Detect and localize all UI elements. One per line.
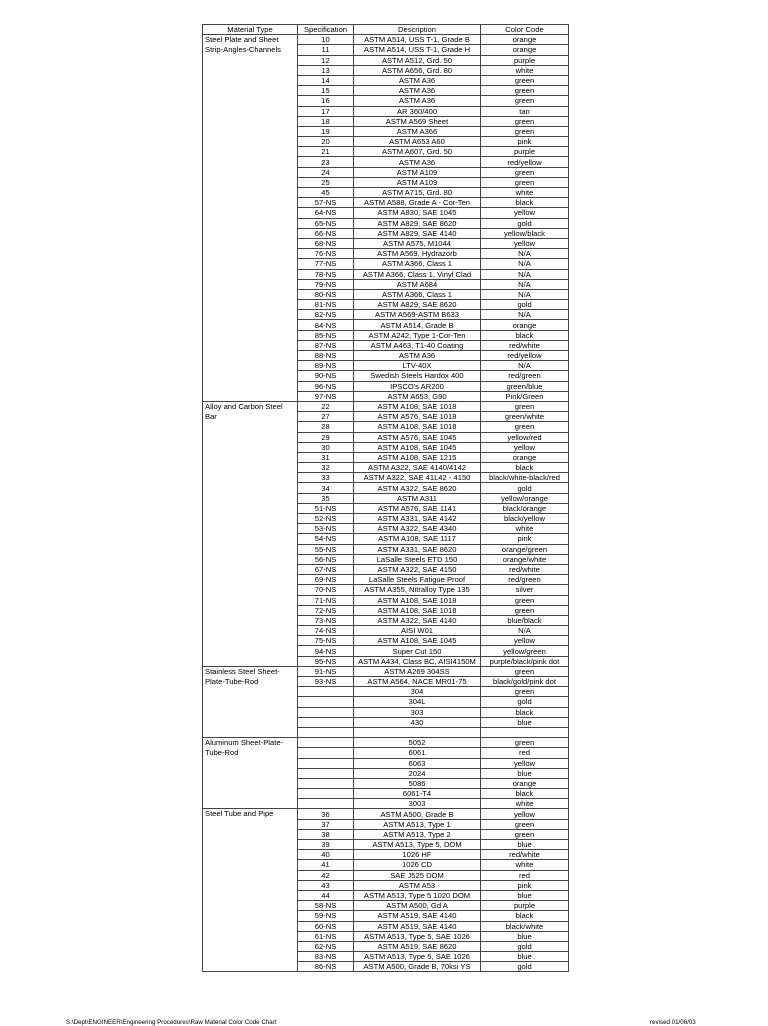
specification-cell: 58-NS [298, 901, 354, 911]
color-code-cell: blue [481, 931, 569, 941]
color-code-cell: green [481, 666, 569, 676]
color-code-cell: black/yellow [481, 514, 569, 524]
color-code-cell: black/orange [481, 503, 569, 513]
specification-cell: 94-NS [298, 646, 354, 656]
specification-cell: 65-NS [298, 218, 354, 228]
specification-cell: 71-NS [298, 595, 354, 605]
specification-cell [298, 697, 354, 707]
description-cell: 304 [354, 687, 481, 697]
description-cell: ASTM A829, SAE 8620 [354, 218, 481, 228]
specification-cell: 33 [298, 473, 354, 483]
description-cell: ASTM A108, SAE 1018 [354, 401, 481, 411]
description-cell: ASTM A322, SAE 4150 [354, 564, 481, 574]
specification-cell: 21 [298, 147, 354, 157]
table-body [203, 35, 569, 972]
description-cell: ASTM A576, SAE 1018 [354, 412, 481, 422]
description-cell: ASTM A607, Grd. 50 [354, 147, 481, 157]
color-code-cell: N/A [481, 269, 569, 279]
color-code-cell: green [481, 422, 569, 432]
specification-cell: 53-NS [298, 524, 354, 534]
specification-cell: 23 [298, 157, 354, 167]
specification-cell: 41 [298, 860, 354, 870]
color-code-cell: pink [481, 880, 569, 890]
color-code-cell: purple [481, 901, 569, 911]
description-cell: 6063 [354, 758, 481, 768]
color-code-cell: silver [481, 585, 569, 595]
color-code-cell: yellow [481, 208, 569, 218]
specification-cell: 88-NS [298, 351, 354, 361]
specification-cell [298, 687, 354, 697]
color-code-cell: yellow/red [481, 432, 569, 442]
specification-cell: 86-NS [298, 962, 354, 972]
description-cell: ASTM A830, SAE 1045 [354, 208, 481, 218]
color-code-header: Color Code [481, 25, 569, 35]
specification-cell: 36 [298, 809, 354, 819]
description-cell: ASTM A569 Sheet [354, 116, 481, 126]
footer-file-path: S:\Dept\ENGINEER\Engineering Procedures\Raw Material Color Code Chart [66, 1019, 277, 1026]
color-code-cell: red [481, 748, 569, 758]
specification-cell [298, 778, 354, 788]
color-code-cell: yellow/black [481, 228, 569, 238]
specification-cell: 73-NS [298, 615, 354, 625]
specification-cell: 29 [298, 432, 354, 442]
description-cell: AR 360/400 [354, 106, 481, 116]
description-cell: ASTM A514, Grade B [354, 320, 481, 330]
description-cell: ASTM A513, Type 2 [354, 829, 481, 839]
specification-cell: 54-NS [298, 534, 354, 544]
color-code-cell: green [481, 75, 569, 85]
description-cell: ASTM A108, SAE 1018 [354, 595, 481, 605]
color-code-cell: orange [481, 35, 569, 45]
color-code-cell: white [481, 188, 569, 198]
color-code-cell: N/A [481, 249, 569, 259]
specification-cell: 37 [298, 819, 354, 829]
color-code-cell: black [481, 707, 569, 717]
description-cell: ASTM A588, Grade A - Cor-Ten [354, 198, 481, 208]
material-type-header: Material Type [203, 25, 298, 35]
specification-cell: 15 [298, 86, 354, 96]
color-code-cell: yellow [481, 758, 569, 768]
specification-cell: 87-NS [298, 340, 354, 350]
color-code-cell: gold [481, 300, 569, 310]
specification-cell: 12 [298, 55, 354, 65]
description-cell: ASTM A434, Class BC, AISI4150M [354, 656, 481, 666]
specification-cell [298, 707, 354, 717]
specification-cell: 61-NS [298, 931, 354, 941]
specification-cell: 80-NS [298, 289, 354, 299]
color-code-cell: green [481, 96, 569, 106]
specification-cell: 44 [298, 890, 354, 900]
description-cell: ASTM A322, SAE 4140/4142 [354, 463, 481, 473]
description-cell: ASTM A36 [354, 75, 481, 85]
description-cell: 2024 [354, 768, 481, 778]
specification-cell: 64-NS [298, 208, 354, 218]
color-code-cell: N/A [481, 289, 569, 299]
description-cell: ASTM A463, T1-40 Coating [354, 340, 481, 350]
specification-cell [298, 748, 354, 758]
description-cell: ASTM A500, Grade B [354, 809, 481, 819]
specification-cell [298, 789, 354, 799]
description-cell: ASTM A513, Type 5, DOM [354, 840, 481, 850]
specification-cell: 17 [298, 106, 354, 116]
description-cell: ASTM A322, SAE 4140 [354, 615, 481, 625]
description-cell: Super Cut 150 [354, 646, 481, 656]
description-cell: ASTM A36 [354, 96, 481, 106]
specification-cell: 76-NS [298, 249, 354, 259]
color-code-cell: green [481, 829, 569, 839]
color-code-cell: green [481, 167, 569, 177]
specification-cell: 81-NS [298, 300, 354, 310]
description-cell: ASTM A109 [354, 167, 481, 177]
description-cell: ASTM A576, SAE 1045 [354, 432, 481, 442]
color-code-cell: N/A [481, 626, 569, 636]
specification-cell [298, 768, 354, 778]
color-code-cell: Pink/Green [481, 391, 569, 401]
description-cell: ASTM A653, G90 [354, 391, 481, 401]
specification-cell: 24 [298, 167, 354, 177]
color-code-cell: N/A [481, 310, 569, 320]
specification-cell: 35 [298, 493, 354, 503]
description-cell: 1026 CD [354, 860, 481, 870]
description-cell: ASTM A322, SAE 41L42 - 4150 [354, 473, 481, 483]
table-row [203, 666, 569, 676]
description-cell: 303 [354, 707, 481, 717]
specification-cell: 97-NS [298, 391, 354, 401]
specification-cell: 25 [298, 177, 354, 187]
table-row [203, 401, 569, 411]
color-code-cell [481, 727, 569, 737]
description-cell: ASTM A322, SAE 4340 [354, 524, 481, 534]
description-cell [354, 727, 481, 737]
color-code-cell: white [481, 799, 569, 809]
specification-cell: 18 [298, 116, 354, 126]
color-code-cell: red/green [481, 371, 569, 381]
description-cell: ASTM A366, Class 1, Vinyl Clad [354, 269, 481, 279]
specification-cell: 42 [298, 870, 354, 880]
specification-cell: 14 [298, 75, 354, 85]
specification-cell: 70-NS [298, 585, 354, 595]
color-code-cell: green [481, 595, 569, 605]
description-cell: 6061 [354, 748, 481, 758]
specification-cell: 68-NS [298, 238, 354, 248]
description-cell: 6061-T4 [354, 789, 481, 799]
specification-cell: 59-NS [298, 911, 354, 921]
description-cell: IPSCO's AR200 [354, 381, 481, 391]
table-row [203, 738, 569, 748]
specification-cell: 19 [298, 126, 354, 136]
table-row [203, 35, 569, 45]
color-code-cell: N/A [481, 361, 569, 371]
specification-cell: 30 [298, 442, 354, 452]
color-code-cell: pink [481, 137, 569, 147]
specification-cell: 77-NS [298, 259, 354, 269]
color-code-cell: green [481, 819, 569, 829]
color-code-cell: orange [481, 320, 569, 330]
color-code-cell: black [481, 789, 569, 799]
description-cell: Swedish Steels Hardox 400 [354, 371, 481, 381]
color-code-cell: gold [481, 697, 569, 707]
description-cell: ASTM A513, Type 5, SAE 1026 [354, 931, 481, 941]
specification-cell: 74-NS [298, 626, 354, 636]
specification-cell: 82-NS [298, 310, 354, 320]
specification-cell: 43 [298, 880, 354, 890]
specification-cell: 95-NS [298, 656, 354, 666]
specification-cell: 62-NS [298, 941, 354, 951]
specification-cell [298, 758, 354, 768]
color-code-cell: gold [481, 941, 569, 951]
description-cell: ASTM A575, M1044 [354, 238, 481, 248]
specification-cell: 31 [298, 452, 354, 462]
description-cell: 304L [354, 697, 481, 707]
color-code-cell: purple [481, 147, 569, 157]
description-cell: ASTM A242, Type 1-Cor-Ten [354, 330, 481, 340]
description-cell: ASTM A331, SAE 4142 [354, 514, 481, 524]
footer-revised-date: revised 01/06/03 [650, 1019, 696, 1026]
color-code-cell: green [481, 605, 569, 615]
specification-cell: 60-NS [298, 921, 354, 931]
specification-cell [298, 799, 354, 809]
color-code-cell: black [481, 330, 569, 340]
specification-cell: 67-NS [298, 564, 354, 574]
specification-cell: 10 [298, 35, 354, 45]
color-code-cell: yellow [481, 809, 569, 819]
description-cell: AISI W01 [354, 626, 481, 636]
color-code-cell: blue [481, 840, 569, 850]
description-cell: ASTM A829, SAE 8620 [354, 300, 481, 310]
description-cell: ASTM A108, SAE 1045 [354, 442, 481, 452]
color-code-cell: red/white [481, 340, 569, 350]
description-cell: ASTM A108, SAE 1018 [354, 605, 481, 615]
description-cell: ASTM A513, Type 5 1020 DOM [354, 890, 481, 900]
description-cell: ASTM A513, Type 5, SAE 1026 [354, 952, 481, 962]
specification-cell: 84-NS [298, 320, 354, 330]
color-code-cell: orange/green [481, 544, 569, 554]
description-cell: ASTM A569-ASTM B633 [354, 310, 481, 320]
color-code-cell: white [481, 860, 569, 870]
description-cell: ASTM A513, Type 1 [354, 819, 481, 829]
color-code-cell: red/white [481, 850, 569, 860]
color-code-cell: black [481, 911, 569, 921]
specification-cell: 51-NS [298, 503, 354, 513]
description-cell: ASTM A514, USS T-1, Grade B [354, 35, 481, 45]
description-cell: LaSalle Steels Fatigue Proof [354, 575, 481, 585]
description-cell: ASTM A36 [354, 157, 481, 167]
color-code-cell: blue [481, 890, 569, 900]
color-code-cell: white [481, 524, 569, 534]
color-code-cell: orange [481, 778, 569, 788]
color-code-cell: green [481, 116, 569, 126]
specification-cell: 52-NS [298, 514, 354, 524]
specification-cell: 90-NS [298, 371, 354, 381]
description-cell: ASTM A514, USS T-1, Grade H [354, 45, 481, 55]
description-cell: 5086 [354, 778, 481, 788]
specification-cell: 75-NS [298, 636, 354, 646]
specification-cell: 20 [298, 137, 354, 147]
color-code-cell: blue [481, 717, 569, 727]
description-cell: ASTM A564, NACE MR01-75 [354, 677, 481, 687]
description-cell: 430 [354, 717, 481, 727]
color-code-cell: N/A [481, 279, 569, 289]
description-cell: ASTM A500, Grade B, 70ksi YS [354, 962, 481, 972]
specification-cell: 89-NS [298, 361, 354, 371]
color-code-cell: N/A [481, 259, 569, 269]
description-cell: ASTM A108, SAE 1117 [354, 534, 481, 544]
description-cell: ASTM A653 A60 [354, 137, 481, 147]
color-code-cell: red [481, 870, 569, 880]
description-cell: ASTM A656, Grd. 80 [354, 65, 481, 75]
description-cell: ASTM A576, SAE 1141 [354, 503, 481, 513]
specification-cell: 79-NS [298, 279, 354, 289]
color-code-cell: red/yellow [481, 157, 569, 167]
specification-cell: 78-NS [298, 269, 354, 279]
color-code-cell: tan [481, 106, 569, 116]
description-cell: ASTM A53 [354, 880, 481, 890]
color-code-cell: orange [481, 452, 569, 462]
color-code-cell: orange [481, 45, 569, 55]
description-cell: ASTM A519, SAE 8620 [354, 941, 481, 951]
color-code-cell: red/green [481, 575, 569, 585]
specification-cell: 40 [298, 850, 354, 860]
color-code-cell: red/yellow [481, 351, 569, 361]
description-cell: LTV-40X [354, 361, 481, 371]
description-cell: ASTM A108, SAE 1018 [354, 422, 481, 432]
description-cell: ASTM A366 [354, 126, 481, 136]
specification-cell: 96-NS [298, 381, 354, 391]
description-cell: ASTM A355, Nitralloy Type 135 [354, 585, 481, 595]
color-code-cell: black [481, 198, 569, 208]
description-cell: ASTM A366, Class 1 [354, 289, 481, 299]
description-header: Description [354, 25, 481, 35]
specification-cell: 85-NS [298, 330, 354, 340]
description-cell: ASTM A322, SAE 8620 [354, 483, 481, 493]
color-code-cell: yellow/green [481, 646, 569, 656]
specification-cell: 55-NS [298, 544, 354, 554]
color-code-cell: purple/black/pink dot [481, 656, 569, 666]
description-cell: 5052 [354, 738, 481, 748]
specification-cell: 93-NS [298, 677, 354, 687]
description-cell: ASTM A108, SAE 1215 [354, 452, 481, 462]
color-code-cell: green [481, 86, 569, 96]
color-code-cell: blue [481, 952, 569, 962]
description-cell: ASTM A311 [354, 493, 481, 503]
material-type-cell: Steel Tube and Pipe [203, 809, 298, 972]
specification-cell [298, 727, 354, 737]
description-cell: ASTM A715, Grd. 80 [354, 188, 481, 198]
color-code-cell: gold [481, 218, 569, 228]
description-cell: ASTM A519, SAE 4140 [354, 911, 481, 921]
specification-cell: 13 [298, 65, 354, 75]
description-cell: ASTM A829, SAE 4140 [354, 228, 481, 238]
description-cell: 3003 [354, 799, 481, 809]
description-cell: ASTM A366, Class 1 [354, 259, 481, 269]
color-code-cell: green/blue [481, 381, 569, 391]
description-cell: ASTM A269 304SS [354, 666, 481, 676]
specification-cell: 22 [298, 401, 354, 411]
specification-cell: 45 [298, 188, 354, 198]
color-code-cell: black/white-black/red [481, 473, 569, 483]
color-code-cell: purple [481, 55, 569, 65]
material-type-cell: Stainless Steel Sheet-Plate-Tube-Rod [203, 666, 298, 737]
color-code-cell: green [481, 126, 569, 136]
specification-cell: 91-NS [298, 666, 354, 676]
color-code-cell: red/white [481, 564, 569, 574]
color-code-cell: black/gold/pink dot [481, 677, 569, 687]
description-cell: SAE J525 DOM [354, 870, 481, 880]
color-code-cell: yellow [481, 442, 569, 452]
description-cell: ASTM A108, SAE 1045 [354, 636, 481, 646]
color-code-cell: green/white [481, 412, 569, 422]
description-cell: ASTM A684 [354, 279, 481, 289]
specification-header: Specification [298, 25, 354, 35]
specification-cell: 16 [298, 96, 354, 106]
header-row [203, 25, 569, 35]
color-code-cell: green [481, 687, 569, 697]
color-code-cell: green [481, 177, 569, 187]
color-code-cell: yellow [481, 636, 569, 646]
color-code-cell: blue/black [481, 615, 569, 625]
description-cell: ASTM A512, Grd. 50 [354, 55, 481, 65]
description-cell: ASTM A36 [354, 86, 481, 96]
specification-cell: 69-NS [298, 575, 354, 585]
color-code-cell: yellow [481, 238, 569, 248]
color-code-cell: orange/white [481, 554, 569, 564]
description-cell: ASTM A36 [354, 351, 481, 361]
color-code-cell: yellow/orange [481, 493, 569, 503]
color-code-table [202, 24, 569, 972]
description-cell: ASTM A519, SAE 4140 [354, 921, 481, 931]
color-code-cell: green [481, 738, 569, 748]
material-type-cell: Alloy and Carbon Steel Bar [203, 401, 298, 666]
color-code-cell: black/white [481, 921, 569, 931]
specification-cell: 28 [298, 422, 354, 432]
specification-cell: 72-NS [298, 605, 354, 615]
specification-cell [298, 738, 354, 748]
description-cell: ASTM A109 [354, 177, 481, 187]
color-code-cell: white [481, 65, 569, 75]
color-code-cell: blue [481, 768, 569, 778]
description-cell: ASTM A569, Hydrazorb [354, 249, 481, 259]
specification-cell: 34 [298, 483, 354, 493]
color-code-cell: pink [481, 534, 569, 544]
specification-cell [298, 717, 354, 727]
specification-cell: 56-NS [298, 554, 354, 564]
color-code-cell: green [481, 401, 569, 411]
material-type-cell: Aluminum Sheet-Plate-Tube-Rod [203, 738, 298, 809]
material-type-cell: Steel Plate and Sheet Strip-Angles-Channels [203, 35, 298, 402]
color-code-cell: gold [481, 483, 569, 493]
description-cell: ASTM A331, SAE 8620 [354, 544, 481, 554]
description-cell: ASTM A500, Gd A [354, 901, 481, 911]
specification-cell: 27 [298, 412, 354, 422]
specification-cell: 11 [298, 45, 354, 55]
specification-cell: 66-NS [298, 228, 354, 238]
table-row [203, 809, 569, 819]
specification-cell: 83-NS [298, 952, 354, 962]
color-code-cell: black [481, 463, 569, 473]
specification-cell: 39 [298, 840, 354, 850]
description-cell: 1026 HF [354, 850, 481, 860]
specification-cell: 57-NS [298, 198, 354, 208]
specification-cell: 38 [298, 829, 354, 839]
color-code-cell: gold [481, 962, 569, 972]
specification-cell: 32 [298, 463, 354, 473]
description-cell: LaSalle Steels ETD 150 [354, 554, 481, 564]
